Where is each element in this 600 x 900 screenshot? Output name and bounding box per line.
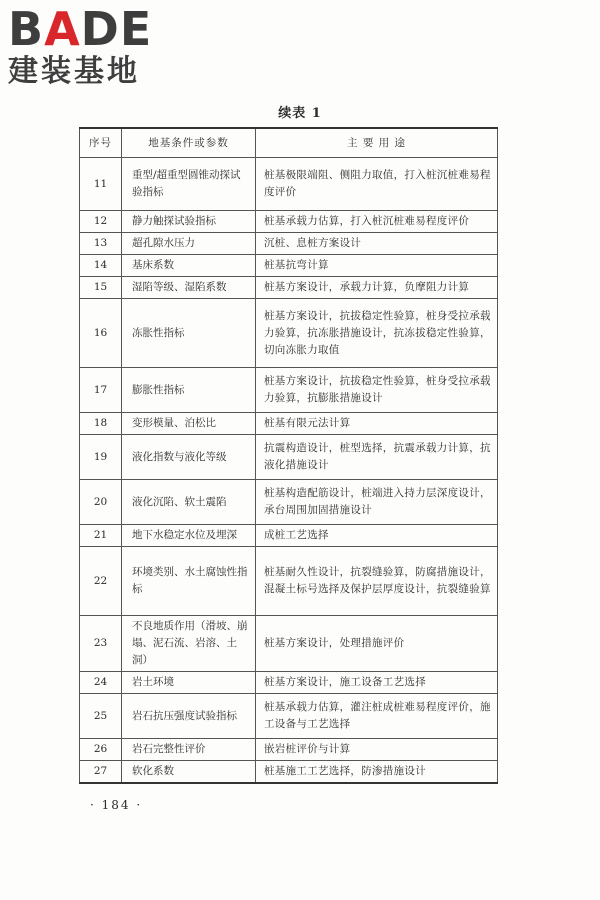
table-row <box>80 413 498 435</box>
row-use: 成桩工艺选择 <box>256 525 498 547</box>
table-title: 续表 1 <box>278 106 322 121</box>
row-no: 16 <box>80 299 122 368</box>
row-use: 桩基承载力估算，灌注桩成桩难易程度评价，施工设备与工艺选择 <box>256 694 498 739</box>
table-row <box>80 368 498 413</box>
table-row <box>80 255 498 277</box>
row-no: 15 <box>80 277 122 299</box>
row-use: 抗震构造设计，桩型选择，抗震承载力计算，抗液化措施设计 <box>256 435 498 480</box>
row-condition: 膨胀性指标 <box>122 368 256 413</box>
table-row <box>80 211 498 233</box>
row-no: 13 <box>80 233 122 255</box>
table-row <box>80 277 498 299</box>
table-row <box>80 480 498 525</box>
row-no: 11 <box>80 158 122 211</box>
row-condition: 环境类别、水土腐蚀性指标 <box>122 547 256 616</box>
row-condition: 冻胀性指标 <box>122 299 256 368</box>
row-no: 12 <box>80 211 122 233</box>
row-condition: 静力触探试验指标 <box>122 211 256 233</box>
table-row <box>80 761 498 784</box>
table-row <box>80 616 498 672</box>
row-no: 27 <box>80 761 122 784</box>
row-condition: 基床系数 <box>122 255 256 277</box>
page-number: · 184 · <box>90 798 143 812</box>
row-condition: 岩土环境 <box>122 672 256 694</box>
logo-subtitle: 建装基地 <box>8 54 140 89</box>
table-row <box>80 299 498 368</box>
row-condition: 岩石抗压强度试验指标 <box>122 694 256 739</box>
row-use: 桩基方案设计，施工设备工艺选择 <box>256 672 498 694</box>
table-row <box>80 525 498 547</box>
table-row <box>80 233 498 255</box>
row-no: 20 <box>80 480 122 525</box>
row-no: 14 <box>80 255 122 277</box>
row-no: 22 <box>80 547 122 616</box>
row-use: 桩基施工工艺选择，防渗措施设计 <box>256 761 498 784</box>
row-use: 桩基方案设计，处理措施评价 <box>256 616 498 672</box>
row-use: 沉桩、息桩方案设计 <box>256 233 498 255</box>
table-row <box>80 694 498 739</box>
row-use: 桩基极限端阻、侧阻力取值，打入桩沉桩难易程度评价 <box>256 158 498 211</box>
row-use: 嵌岩桩评价与计算 <box>256 739 498 761</box>
row-no: 24 <box>80 672 122 694</box>
row-use: 桩基抗弯计算 <box>256 255 498 277</box>
row-use: 桩基耐久性设计，抗裂缝验算，防腐措施设计，混凝土标号选择及保护层厚度设计，抗裂缝验算 <box>256 547 498 616</box>
row-no: 19 <box>80 435 122 480</box>
row-condition: 软化系数 <box>122 761 256 784</box>
row-use: 桩基构造配筋设计，桩端进入持力层深度设计，承台周围加固措施设计 <box>256 480 498 525</box>
header-use: 主 要 用 途 <box>256 128 498 158</box>
row-no: 25 <box>80 694 122 739</box>
row-condition: 变形模量、泊松比 <box>122 413 256 435</box>
logo-wordmark: BADE <box>8 2 153 56</box>
table-row <box>80 158 498 211</box>
bade-logo <box>8 4 178 90</box>
row-condition: 液化沉陷、软土震陷 <box>122 480 256 525</box>
parameter-table <box>79 127 498 784</box>
table-header-row <box>80 128 498 158</box>
row-use: 桩基有限元法计算 <box>256 413 498 435</box>
row-no: 26 <box>80 739 122 761</box>
row-no: 18 <box>80 413 122 435</box>
header-no: 序号 <box>80 128 122 158</box>
row-condition: 超孔隙水压力 <box>122 233 256 255</box>
table-row <box>80 739 498 761</box>
table-row <box>80 672 498 694</box>
header-condition: 地基条件或参数 <box>122 128 256 158</box>
row-no: 23 <box>80 616 122 672</box>
row-use: 桩基方案设计，承载力计算，负摩阻力计算 <box>256 277 498 299</box>
table-row <box>80 547 498 616</box>
row-condition: 重型/超重型圆锥动探试验指标 <box>122 158 256 211</box>
table-row <box>80 435 498 480</box>
row-condition: 液化指数与液化等级 <box>122 435 256 480</box>
row-condition: 不良地质作用（滑坡、崩塌、泥石流、岩溶、土洞） <box>122 616 256 672</box>
row-use: 桩基承载力估算，打入桩沉桩难易程度评价 <box>256 211 498 233</box>
row-no: 17 <box>80 368 122 413</box>
row-condition: 湿陷等级、湿陷系数 <box>122 277 256 299</box>
row-use: 桩基方案设计，抗拔稳定性验算，桩身受拉承载力验算，抗膨胀措施设计 <box>256 368 498 413</box>
row-condition: 岩石完整性评价 <box>122 739 256 761</box>
row-condition: 地下水稳定水位及埋深 <box>122 525 256 547</box>
row-use: 桩基方案设计，抗拔稳定性验算，桩身受拉承载力验算，抗冻胀措施设计，抗冻拔稳定性验算，切向冻胀力取值 <box>256 299 498 368</box>
row-no: 21 <box>80 525 122 547</box>
